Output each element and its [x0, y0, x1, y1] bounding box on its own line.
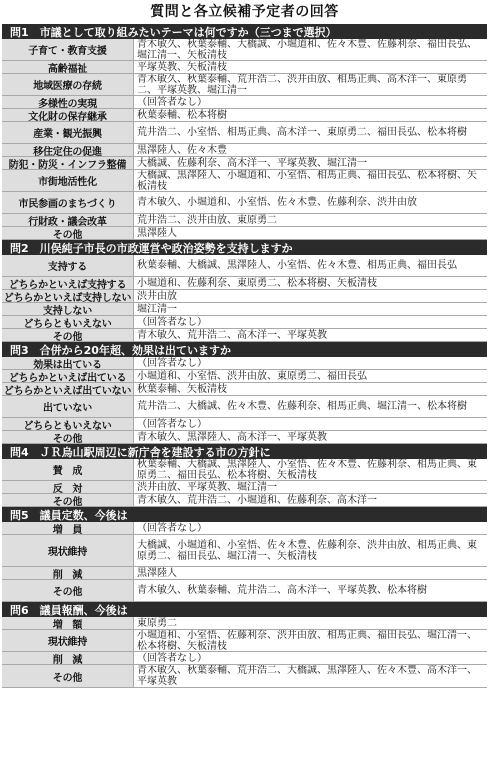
- answer-option-label: どちらかといえば出ている: [2, 370, 134, 382]
- answer-row: [2, 109, 487, 122]
- answer-option-label: 産業・観光振興: [2, 122, 134, 143]
- respondent-names: 青木敏久、秋葉泰輔、荒井浩二、大橋誠、黒澤陸人、佐々木豊、高木洋一、平塚英教: [137, 665, 477, 687]
- answer-option-label: 削 減: [2, 567, 134, 579]
- answer-option-label: その他: [2, 329, 134, 341]
- answer-option-label: 地域医療の存続: [2, 74, 134, 95]
- answer-row: [2, 630, 487, 652]
- respondent-names: 青木敏久、秋葉泰輔、大橋誠、小堀道和、佐々木豊、佐藤利奈、福田長弘、堀江清一、矢板清枝: [137, 39, 477, 60]
- answer-row: [2, 96, 487, 109]
- respondent-names: 渋井由放、平塚英教、堀江清一: [137, 481, 277, 493]
- answer-row: [2, 494, 487, 507]
- respondent-names: 平塚英教、矢板清枝: [137, 61, 227, 73]
- respondent-names: 青木敏久、秋葉泰輔、荒井浩二、渋井由放、相馬正典、高木洋一、東原勇二、平塚英教、堀江清一: [137, 74, 467, 95]
- answer-row: [2, 652, 487, 665]
- respondent-names: 青木敏久、荒井浩二、高木洋一、平塚英教: [137, 329, 327, 341]
- answer-row: [2, 144, 487, 157]
- answer-row: [2, 665, 487, 688]
- answer-row: [2, 329, 487, 342]
- answer-row: [2, 567, 487, 580]
- answer-option-label: どちらともいえない: [2, 316, 134, 328]
- answer-option-label: その他: [2, 431, 134, 443]
- respondent-names: 秋葉泰輔、松本将樹: [137, 109, 227, 121]
- answer-option-label: 支持する: [2, 255, 134, 276]
- answer-row: [2, 418, 487, 431]
- answer-row: [2, 396, 487, 418]
- answer-option-label: その他: [2, 580, 134, 601]
- question-header: 問2 川俣純子市長の市政運営や政治姿勢を支持しますか: [2, 240, 487, 255]
- respondent-names: 黒澤陸人、佐々木豊: [137, 144, 227, 156]
- answer-option-label: 支持しない: [2, 303, 134, 315]
- answer-option-label: その他: [2, 494, 134, 506]
- respondent-names: 青木敏久、小堀道和、小室悟、佐々木豊、佐藤利奈、渋井由放: [137, 197, 417, 208]
- answer-option-label: 効果は出ている: [2, 357, 134, 369]
- answer-option-label: 移住定住の促進: [2, 144, 134, 156]
- answer-option-label: 現状維持: [2, 630, 134, 651]
- respondent-names: （回答者なし）: [137, 96, 207, 108]
- respondent-names: （回答者なし）: [137, 652, 207, 664]
- answer-option-label: 市民参画のまちづくり: [2, 192, 134, 213]
- answer-option-label: 多様性の実現: [2, 96, 134, 108]
- answer-row: [2, 580, 487, 602]
- article-title: 質問と各立候補予定者の回答: [150, 4, 339, 20]
- answer-row: [2, 481, 487, 494]
- answer-row: [2, 535, 487, 567]
- respondent-names: 黒澤陸人: [137, 227, 177, 239]
- answer-option-label: 増 額: [2, 617, 134, 629]
- respondent-names: 堀江清一: [137, 303, 177, 315]
- answer-option-label: 高齢福祉: [2, 61, 134, 73]
- answer-option-label: 増 員: [2, 522, 134, 534]
- respondent-names: 渋井由放: [137, 290, 177, 302]
- answer-option-label: どちらかといえば出ていない: [2, 383, 134, 395]
- answer-option-label: 文化財の保存継承: [2, 109, 134, 121]
- answer-row: [2, 192, 487, 214]
- respondent-names: 秋葉泰輔、矢板清枝: [137, 383, 227, 395]
- answer-row: [2, 290, 487, 303]
- answer-option-label: どちらかといえば支持する: [2, 277, 134, 289]
- question-header: 問3 合併から20年超、効果は出ていますか: [2, 342, 487, 357]
- answer-table: [2, 24, 487, 773]
- answer-row: [2, 74, 487, 96]
- answer-row: [2, 522, 487, 535]
- answer-row: [2, 357, 487, 370]
- respondent-names: 荒井浩二、小室悟、相馬正典、高木洋一、東原勇二、福田長弘、松本将樹: [137, 127, 467, 138]
- respondent-names: 大橋誠、小堀道和、小室悟、佐々木豊、佐藤利奈、渋井由放、相馬正典、東原勇二、福田長弘、堀江清一、矢板清枝: [137, 539, 477, 562]
- question-header: 問1 市議として取り組みたいテーマは何ですか（三つまで選択）: [2, 24, 487, 39]
- answer-option-label: 出ていない: [2, 396, 134, 417]
- answer-option-label: どちらともいえない: [2, 418, 134, 430]
- respondent-names: 青木敏久、黒澤陸人、高木洋一、平塚英教: [137, 431, 327, 443]
- respondent-names: 荒井浩二、大橋誠、佐々木豊、佐藤利奈、相馬正典、堀江清一、松本将樹: [137, 401, 467, 412]
- question-header: 問5 議員定数、今後は: [2, 507, 487, 522]
- answer-option-label: 市街地活性化: [2, 170, 134, 191]
- respondent-names: 秋葉泰輔、大橋誠、黒澤陸人、小室悟、佐々木豊、相馬正典、福田長弘: [137, 260, 457, 271]
- answer-row: [2, 383, 487, 396]
- answer-option-label: 行財政・議会改革: [2, 214, 134, 226]
- answer-option-label: 子育て・教育支援: [2, 39, 134, 60]
- answer-row: [2, 431, 487, 444]
- respondent-names: 大橋誠、黒澤陸人、小堀道和、小室悟、相馬正典、福田長弘、松本将樹、矢板清枝: [137, 170, 477, 191]
- answer-row: [2, 39, 487, 61]
- respondent-names: （回答者なし）: [137, 522, 207, 534]
- respondent-names: 秋葉泰輔、大橋誠、黒澤陸人、小室悟、佐々木豊、佐藤利奈、相馬正典、東原勇二、福田長弘、松本将樹、矢板清枝: [137, 459, 477, 480]
- answer-row: [2, 61, 487, 74]
- question-header: 問4 ＪＲ烏山駅周辺に新庁舎を建設する市の方針に: [2, 444, 487, 459]
- answer-row: [2, 316, 487, 329]
- answer-row: [2, 617, 487, 630]
- answer-row: [2, 214, 487, 227]
- answer-row: [2, 303, 487, 316]
- respondent-names: 荒井浩二、渋井由放、東原勇二: [137, 214, 277, 226]
- respondent-names: 大橋誠、佐藤利奈、高木洋一、平塚英教、堀江清一: [137, 157, 367, 169]
- answer-row: [2, 459, 487, 481]
- answer-option-label: その他: [2, 665, 134, 687]
- answer-row: [2, 227, 487, 240]
- answer-row: [2, 157, 487, 170]
- respondent-names: 小堀道和、小室悟、渋井由放、東原勇二、福田長弘: [137, 370, 367, 382]
- question-header: 問6 議員報酬、今後は: [2, 602, 487, 617]
- respondent-names: （回答者なし）: [137, 357, 207, 369]
- answer-option-label: どちらかといえば支持しない: [2, 290, 134, 302]
- respondent-names: 青木敏久、荒井浩二、小堀道和、佐藤利奈、高木洋一: [137, 494, 377, 506]
- respondent-names: （回答者なし）: [137, 316, 207, 328]
- answer-row: [2, 370, 487, 383]
- respondent-names: 小堀道和、佐藤利奈、東原勇二、松本将樹、矢板清枝: [137, 277, 377, 289]
- answer-option-label: 削 減: [2, 652, 134, 664]
- respondent-names: 青木敏久、秋葉泰輔、荒井浩二、高木洋一、平塚英教、松本将樹: [137, 585, 427, 596]
- answer-option-label: 現状維持: [2, 535, 134, 566]
- answer-row: [2, 170, 487, 192]
- respondent-names: 東原勇二: [137, 617, 177, 629]
- respondent-names: 黒澤陸人: [137, 567, 177, 579]
- answer-row: [2, 255, 487, 277]
- answer-option-label: 賛 成: [2, 459, 134, 480]
- answer-row: [2, 122, 487, 144]
- respondent-names: 小堀道和、小室悟、佐藤利奈、渋井由放、相馬正典、福田長弘、堀江清一、松本将樹、矢板清枝: [137, 630, 477, 651]
- answer-option-label: その他: [2, 227, 134, 239]
- answer-option-label: 防犯・防災・インフラ整備: [2, 157, 134, 169]
- answer-option-label: 反 対: [2, 481, 134, 493]
- respondent-names: （回答者なし）: [137, 418, 207, 430]
- answer-row: [2, 277, 487, 290]
